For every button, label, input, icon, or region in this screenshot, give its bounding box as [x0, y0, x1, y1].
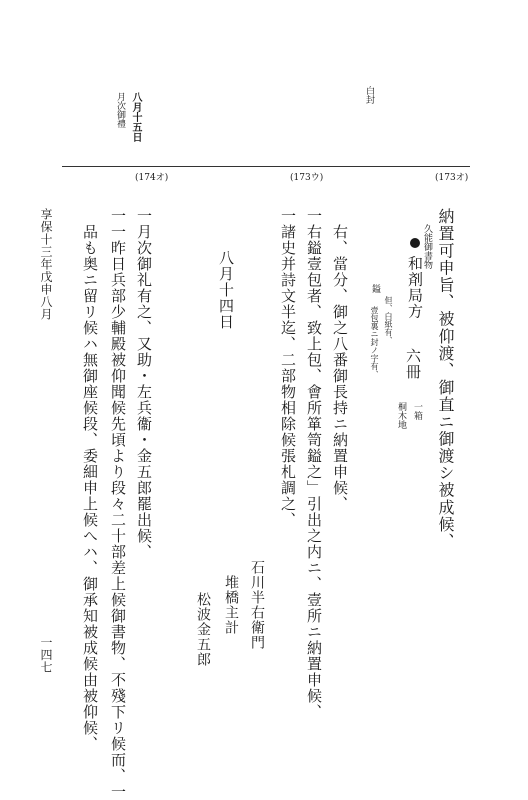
text-column-4: 右、當分、御之八番御長持ニ納置申候、	[331, 224, 349, 512]
text-column-9: 一一昨日兵部少輔殿被仰聞候先頃より段々二十部差上候御書物、不殘下リ候而、一	[109, 208, 127, 800]
entry-date: 八月十四日	[217, 250, 235, 330]
box-material: 桐木地	[396, 402, 406, 429]
signatory-taihashi: 堆橋主計	[223, 575, 239, 635]
seal-label: 白封	[364, 86, 374, 104]
header-date: 八月十五日	[130, 92, 141, 142]
book-source-label: 久能御書物	[422, 224, 432, 269]
box-count: 一箱	[412, 402, 422, 420]
signatory-ishikawa: 石川半右衛門	[249, 560, 265, 650]
page-number: 一四七	[39, 636, 53, 674]
bullet-circle-icon	[410, 238, 420, 248]
text-column-8: 一月次御礼有之、又助・左兵衞・金五郎罷出候、	[135, 208, 153, 560]
divider-line	[62, 166, 470, 167]
note-key-prefix: 鎰	[370, 284, 380, 293]
note-white-paper: 但、白紙有、	[384, 296, 393, 344]
page-ref-174o: (174オ)	[135, 173, 169, 183]
text-column-6: 一諸史并詩文半迄、二部物相除候張札調之、	[279, 208, 297, 528]
page-ref-173u: (173ウ)	[290, 173, 324, 183]
note-sealed-package: 壹包裏ニ封ノ字有、	[370, 306, 379, 378]
text-column-1: 納置可申旨、被仰渡、御直ニ御渡シ被成候、	[436, 208, 455, 550]
running-head: 享保十三年戊申八月	[39, 208, 53, 321]
book-volume-count: 六冊	[404, 348, 422, 380]
text-column-5: 一右鎰壹包者、致上包、會所箪笥鎰之」引出之内ニ、壹所ニ納置申候、	[305, 208, 323, 720]
text-column-10: 品も奥ニ留リ候ハ無御座候段、委細申上候へハ、御承知被成候由被仰候、	[81, 224, 99, 752]
signatory-matsunami: 松波金五郎	[195, 592, 211, 667]
page-ref-173o: (173オ)	[435, 173, 469, 183]
book-title: 和剤局方	[406, 255, 424, 320]
header-subtitle: 月次御禮	[115, 92, 125, 128]
book-entry	[405, 238, 426, 319]
